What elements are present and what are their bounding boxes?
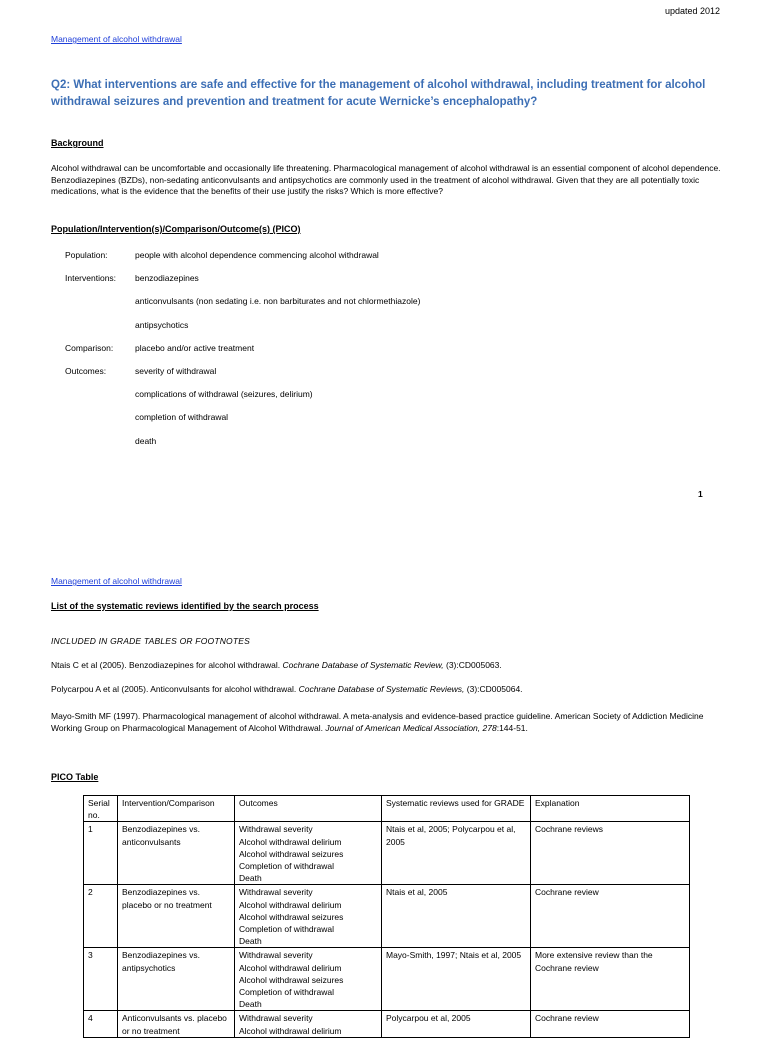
outcome-line: Alcohol withdrawal delirium [239,962,342,973]
outcome-line: Completion of withdrawal [239,924,334,935]
outcome-line: Alcohol withdrawal seizures [239,974,344,985]
explanation-cell: Cochrane review [531,885,690,948]
reference-tail: :144-51. [496,723,528,733]
outcomes-cell [235,885,382,948]
included-caption: INCLUDED IN GRADE TABLES OR FOOTNOTES [51,636,250,646]
outcomes-cell [235,822,382,885]
pico-table [83,795,690,1038]
outcome-line: Completion of withdrawal [239,861,334,872]
outcomes-cell [235,1011,382,1037]
outcome-line: Death [239,999,262,1010]
reference-journal: Cochrane Database of Systematic Review, [282,660,444,670]
serial-cell: 1 [84,822,118,885]
interventions-label: Interventions: [65,273,117,283]
intervention-item: anticonvulsants (non sedating i.e. non barbiturates and not chlormethiazole) [135,296,421,306]
page-number: 1 [698,489,703,499]
outcome-line: Alcohol withdrawal delirium [239,1025,342,1036]
comparison-cell: Anticonvulsants vs. placebo or no treatment [118,1011,235,1037]
reviews-cell: Ntais et al, 2005; Polycarpou et al, 2005 [382,822,531,885]
outcome-line: Alcohol withdrawal delirium [239,836,342,847]
outcome-line: Death [239,873,262,884]
serial-cell: 4 [84,1011,118,1037]
reference-journal: Journal of American Medical Association, 278 [325,723,497,733]
comparison-cell: Benzodiazepines vs. antipsychotics [118,948,235,1011]
running-header-link[interactable]: Management of alcohol withdrawal [51,576,182,586]
reference-tail: (3):CD005063. [443,660,502,670]
comparison-value: placebo and/or active treatment [135,343,255,353]
table-row [84,1011,690,1037]
running-header-link[interactable]: Management of alcohol withdrawal [51,34,182,44]
table-row [84,885,690,948]
column-header: Explanation [531,796,690,822]
question-title: Q2: What interventions are safe and effective for the management of alcohol withdrawal, including treatment for alcohol withdrawal seizures and prevention and treatment for acute Wernicke’s encephalopathy? [51,79,706,108]
outcomes-label: Outcomes: [65,366,107,376]
review-list-heading: List of the systematic reviews identified by the search process [51,601,319,611]
explanation-cell: Cochrane reviews [531,822,690,885]
reviews-cell: Ntais et al, 2005 [382,885,531,948]
table-row [84,948,690,1011]
reference-text: Mayo-Smith MF (1997). Pharmacological management of alcohol withdrawal. A meta-analysis and evidence-based practice guideline. American Society of Addiction Medicine Working Group on Pharmacological Management of Alcohol Withdrawal. [51,711,704,733]
outcome-line: Death [239,936,262,947]
outcome-item: severity of withdrawal [135,366,217,376]
column-header: Outcomes [235,796,382,822]
outcomes-cell [235,948,382,1011]
outcome-line: Alcohol withdrawal seizures [239,911,344,922]
outcome-item: death [135,436,157,446]
outcome-line: Alcohol withdrawal seizures [239,848,344,859]
background-heading: Background [51,138,104,148]
outcome-line: Withdrawal severity [239,887,313,898]
reference-text: Ntais C et al (2005). Benzodiazepines for alcohol withdrawal. [51,660,283,670]
column-header: Systematic reviews used for GRADE [382,796,531,822]
explanation-cell: More extensive review than the Cochrane review [531,948,690,1011]
reference-item [51,659,731,671]
population-value: people with alcohol dependence commencing alcohol withdrawal [135,250,379,260]
population-label: Population: [65,250,108,260]
background-text: Alcohol withdrawal can be uncomfortable and occasionally life threatening. Pharmacological management of alcohol withdrawal is an essential component of alcohol dependence. Benzodiazepines (BZDs), non-sedating anticonvulsants and antipsychotics are commonly used in the treatment of alcohol withdrawal. Given that they are all potentially toxic medications, what is the evidence that the benefits of their use justify the risks? Which is more effective? [51,163,721,197]
comparison-cell: Benzodiazepines vs. anticonvulsants [118,822,235,885]
table-header-row [84,796,690,822]
explanation-cell: Cochrane review [531,1011,690,1037]
reviews-cell: Polycarpou et al, 2005 [382,1011,531,1037]
reference-journal: Cochrane Database of Systematic Reviews, [298,684,465,694]
outcome-line: Alcohol withdrawal delirium [239,899,342,910]
reference-item [51,683,731,695]
pico-table-heading: PICO Table [51,772,99,782]
outcome-line: Withdrawal severity [239,950,313,961]
intervention-item: antipsychotics [135,320,189,330]
column-header: Serial no. [84,796,118,822]
outcome-line: Withdrawal severity [239,1013,313,1024]
reference-item [51,710,731,734]
column-header: Intervention/Comparison [118,796,235,822]
serial-cell: 2 [84,885,118,948]
comparison-cell: Benzodiazepines vs. placebo or no treatment [118,885,235,948]
comparison-label: Comparison: [65,343,114,353]
outcome-line: Completion of withdrawal [239,987,334,998]
table-row [84,822,690,885]
outcome-item: completion of withdrawal [135,412,229,422]
pico-heading: Population/Intervention(s)/Comparison/Outcome(s) (PICO) [51,224,301,234]
outcome-line: Withdrawal severity [239,824,313,835]
reference-tail: (3):CD005064. [464,684,523,694]
outcome-item: complications of withdrawal (seizures, delirium) [135,389,313,399]
serial-cell: 3 [84,948,118,1011]
intervention-item: benzodiazepines [135,273,199,283]
updated-date: updated 2012 [664,6,720,16]
reference-text: Polycarpou A et al (2005). Anticonvulsants for alcohol withdrawal. [51,684,299,694]
reviews-cell: Mayo-Smith, 1997; Ntais et al, 2005 [382,948,531,1011]
